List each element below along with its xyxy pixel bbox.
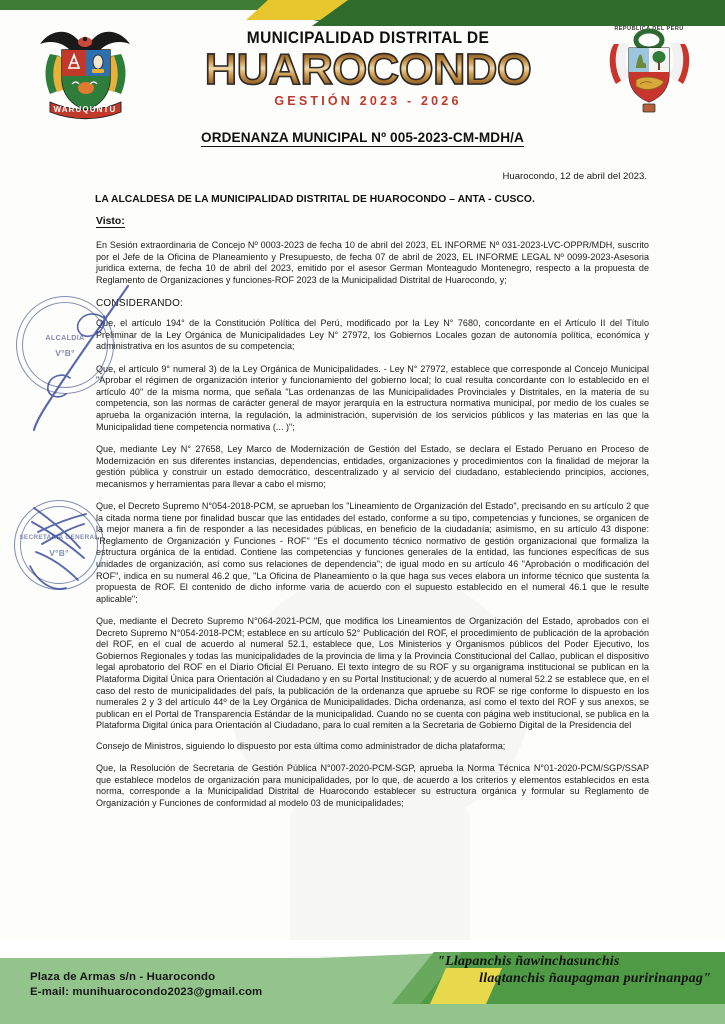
letterhead-title: HUAROCONDO — [164, 48, 572, 92]
section-label-visto-text: Visto: — [96, 216, 125, 227]
letterhead-term: GESTIÓN 2023 - 2026 — [274, 93, 462, 108]
letterhead-header — [0, 0, 725, 122]
alcaldia-seal-line1: ALCALDIA — [45, 333, 85, 343]
huarocondo-coat-of-arms-icon — [28, 16, 143, 121]
letterhead-footer — [0, 940, 725, 1024]
peru-coat-of-arms-icon — [602, 18, 697, 118]
section-label-visto — [96, 216, 125, 227]
footer-motto-line2: llaqtanchis ñaupagman puririnanpag" — [479, 971, 711, 986]
footer-motto-line1: "Llapanchis ñawinchasunchis — [437, 954, 620, 969]
svg-text:REPÚBLICA DEL PERÚ: REPÚBLICA DEL PERÚ — [614, 26, 684, 32]
footer-email-line[interactable]: E-mail: munihuarocondo2023@gmail.com — [30, 986, 263, 998]
letterhead-title-block — [168, 30, 568, 108]
letterhead-supertitle: MUNICIPALIDAD DISTRITAL DE — [246, 29, 490, 47]
paragraph-considerando-5: Que, mediante el Decreto Supremo N°064-2021-PCM, que modifica los Lineamientos de Organización del Estado, aprobados con el Decreto Supremo N°054-2018-PCM; establece en su artículo 52° Publicación del ROF, el procedimiento de publicación de la aprobación del ROF, en el cual de acuerdo al numeral 52.1, establece que, Los Ministerios y Organismos públicos del Poder Ejecutivo, los Gobiernos Regionales y todas las municipalidades de la provincia de lima y la Provincia Constitucional del Callao, publican el dispositivo legal aprobatorio del ROF en el Diario Oficial El Peruano. El texto integro de su ROF y su organigrama institucional se publican en la Plataforma Digital Única para Orientación al Ciudadano y en su Portal Institucional; y de acuerdo al numeral 52.2 se establece que, en el caso del resto de municipalidades del país, la publicación de la ordenanza que apruebe su ROF se rige conforme lo dispuesto en los numerales 2 y 3 del artículo 44º de la Ley Orgánica de Municipalidades. Dicha ordenanza, así como el texto del ROF y sus anexos, se publican en el Portal de Transparencia Estándar de la municipalidad. Cuando no se cuenta con página web institucional, se publica en la Plataforma Digital única para Orientación al Ciudadano, para lo cual remiten a la Secretaria de Gobierno Digital de la Presidencia del — [96, 616, 649, 731]
document-body — [0, 171, 725, 809]
paragraph-considerando-4: Que, el Decreto Supremo N°054-2018-PCM, se aprueban los "Lineamiento de Organización del Estado", precisando en su artículo 2 que la citada norma tiene por finalidad buscar que las entidades del estado, conforme a su tipo, competencias y funciones, se organicen de la mejor manera a fin de responder a las necesidades públicas, en beneficio de la ciudadanía; asimismo, en su artículo 43 dispone: "Reglamento de Organización y Funciones - ROF" "Es el documento técnico normativo de gestión organizacional que formaliza la estructura orgánica de la entidad. Contiene las competencias y funciones generales de la entidad, las funciones específicas de sus unidades de organización, así como sus relaciones de dependencia"; de igual modo en su artículo 46 "Aprobación o modificación del ROF", indica en su numeral 46.2 que, "La Oficina de Planeamiento o la que haga sus veces elabora un informe técnico que sustenta la propuesta de ROF. El contenido de dicho informe varia de acuerdo con el supuesto establecido en el numeral 46.1 que le resulte aplicable"; — [96, 501, 649, 604]
paragraph-considerando-5-cont: Consejo de Ministros, siguiendo lo dispuesto por esta última como administrador de dicha plataforma; — [96, 740, 506, 751]
paragraph-considerando-1: Que, el artículo 194° de la Constitución Política del Perú, modificado por la Ley N° 7680, concordante en el Artículo II del Título Preliminar de la Ley Orgánica de Municipalidades Ley N° 27972, los Gobiernos Locales gozan de autonomía política, económica y administrativa en los asuntos de su competencia; — [96, 318, 649, 352]
document-title-text: ORDENANZA MUNICIPAL Nº 005-2023-CM-MDH/A — [201, 130, 524, 145]
document-date: Huarocondo, 12 de abril del 2023. — [502, 171, 647, 182]
secretaria-seal-line2: V°B° — [49, 547, 69, 558]
footer-address-line: Plaza de Armas s/n - Huarocondo — [30, 971, 216, 983]
secretaria-seal-line1: SECRETARIA GENERAL — [19, 534, 99, 542]
document-title — [0, 130, 725, 145]
paragraph-considerando-6: Que, la Resolución de Secretaria de Gestión Pública N°007-2020-PCM-SGP, aprueba la Norma Técnica N°01-2020-PCM/SGP/SSAP que establece modelos de organización para municipalidades, por lo que, de acuerdo a los criterios y elementos establecidos en esta norma, corresponde a la Municipalidad Distrital de Huarocondo establecer su estructura orgánica y formular su Reglamento de Organización y Funciones de conformidad al modelo 03 de municipalidades; — [96, 763, 649, 808]
svg-text:WARUQUNTU: WARUQUNTU — [53, 105, 117, 114]
footer-motto — [437, 953, 711, 987]
alcaldia-seal-line2: V°B° — [55, 347, 75, 358]
footer-contact-info — [30, 970, 262, 1000]
paragraph-considerando-2: Que, el artículo 9° numeral 3) de la Ley Orgánica de Municipalidades. - Ley N° 27972, establece que corresponde al Concejo Municipal "Aprobar el régimen de organización interior y funcionamiento del gobierno local; lo cual resulta concordante con lo establecido en el artículo 40" de la misma norma, que señala "Las ordenanzas de las Municipalidades Provinciales y Distritales, en la materia de su competencia, son las normas de carácter general de mayor jerarquía en la estructura normativa municipal, por medio de los cuales se aprueba la organización interna, la regulación, la administración, supervisión de los servicios públicos y las materias en las que la Municipalidad tiene competencia normativa (... )"; — [96, 363, 649, 432]
paragraph-considerando-3: Que, mediante Ley N° 27658, Ley Marco de Modernización de Gestión del Estado, se declara el Estado Peruano en Proceso de Modernización en sus diferentes instancias, dependencias, entidades, organizaciones y procedimientos con la finalidad de mejorar la gestión pública y construir un estado democrático, descentralizado y al servicio del ciudadano, estableciendo principios, acciones, mecanismos y herramientas para llevar a cabo el mismo; — [96, 444, 649, 489]
section-label-considerando: CONSIDERANDO: — [96, 298, 184, 310]
paragraph-visto: En Sesión extraordinaria de Concejo Nº 0003-2023 de fecha 10 de abril del 2023, EL INFORME Nº 031-2023-LVC-OPPR/MDH, suscrito por el Jefe de la Oficina de Planeamiento y Presupuesto, de fecha 07 de abril de 2023, EL INFORME LEGAL Nº 0099-2023-Asesoria juridica externa, de fecha 10 de abril del 2023, emitido por el asesor German Monteagudo Montenegro, respecto a la propuesta de Reglamento de Organizaciones y funciones-ROF 2023 de la Municipalidad Distrital de Huarocondo, y; — [96, 240, 649, 285]
document-addressee: LA ALCALDESA DE LA MUNICIPALIDAD DISTRITAL DE HUAROCONDO – ANTA - CUSCO. — [95, 194, 535, 205]
